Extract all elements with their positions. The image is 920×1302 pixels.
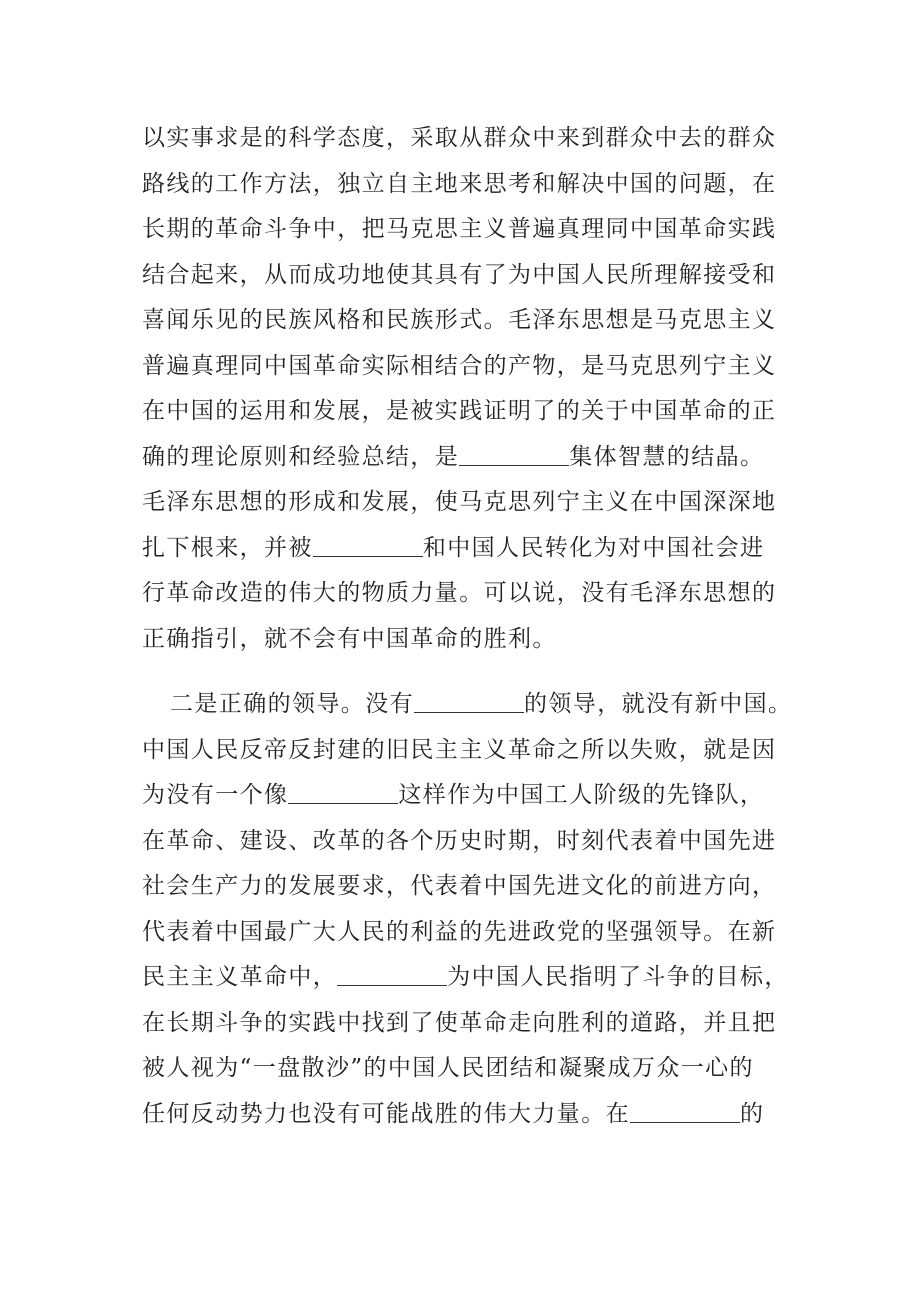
paragraph-line: 在革命、建设、改革的各个历史时期，时刻代表着中国先进 (142, 827, 777, 854)
paragraph-line: 正确指引，就不会有中国革命的胜利。 (142, 625, 557, 652)
text-segment: 扎下根来，并被 (142, 534, 313, 561)
fill-blank (459, 441, 569, 466)
text-segment: 任何反动势力也没有可能战胜的伟大力量。在 (142, 1100, 630, 1127)
text-segment: 确的理论原则和经验总结，是 (142, 443, 460, 470)
paragraph-line: 毛泽东思想的形成和发展，使马克思列宁主义在中国深深地 (142, 489, 777, 515)
text-segment: 为没有一个像 (142, 782, 289, 808)
fill-blank (630, 1098, 740, 1123)
paragraph-line: 普遍真理同中国革命实际相结合的产物，是马克思列宁主义 (142, 352, 777, 379)
paragraph-line (142, 526, 802, 572)
paragraph-line: 结合起来，从而成功地使其具有了为中国人民所理解接受和 (142, 261, 777, 288)
text-segment: 集体智慧的结晶。 (569, 443, 765, 470)
text-segment: 二是正确的领导。没有 (170, 691, 414, 717)
paragraph-1 (142, 116, 802, 662)
paragraph-line: 以实事求是的科学态度，采取从群众中来到群众中去的群众 (142, 125, 777, 151)
paragraph-line (142, 955, 802, 1001)
paragraph-line: 路线的工作方法，独立自主地来思考和解决中国的问题，在 (142, 170, 777, 197)
paragraph-line (142, 773, 802, 819)
fill-blank (414, 688, 524, 713)
fill-blank (288, 779, 398, 804)
paragraph-line (142, 682, 802, 728)
text-segment: 和中国人民转化为对中国社会进 (422, 534, 765, 561)
paragraph-2 (142, 682, 802, 1137)
text-segment: 的领导，就没有新中国。 (524, 691, 793, 717)
text-segment: 的 (740, 1100, 765, 1127)
paragraph-line: 中国人民反帝反封建的旧民主主义革命之所以失败，就是因 (142, 736, 777, 763)
paragraph-line: 喜闻乐见的民族风格和民族形式。毛泽东思想是马克思主义 (142, 307, 777, 333)
paragraph-line: 代表着中国最广大人民的利益的先进政党的坚强领导。在新 (142, 918, 777, 945)
fill-blank (337, 961, 447, 986)
text-segment: 这样作为中国工人阶级的先锋队， (398, 782, 765, 808)
paragraph-line: 社会生产力的发展要求，代表着中国先进文化的前进方向， (142, 873, 777, 899)
paragraph-line (142, 435, 802, 481)
paragraph-line: 在中国的运用和发展，是被实践证明了的关于中国革命的正 (142, 398, 777, 424)
paragraph-line: 行革命改造的伟大的物质力量。可以说，没有毛泽东思想的 (142, 580, 777, 606)
fill-blank (313, 532, 423, 557)
text-segment: 民主主义革命中， (142, 964, 338, 990)
paragraph-line: 长期的革命斗争中，把马克思主义普遍真理同中国革命实践 (142, 216, 777, 242)
text-segment: 为中国人民指明了斗争的目标， (447, 964, 789, 990)
paragraph-line (142, 1092, 802, 1138)
paragraph-line: 在长期斗争的实践中找到了使革命走向胜利的道路，并且把 (142, 1009, 777, 1036)
paragraph-line: 被人视为“一盘散沙”的中国人民团结和凝聚成万众一心的 (142, 1055, 754, 1081)
